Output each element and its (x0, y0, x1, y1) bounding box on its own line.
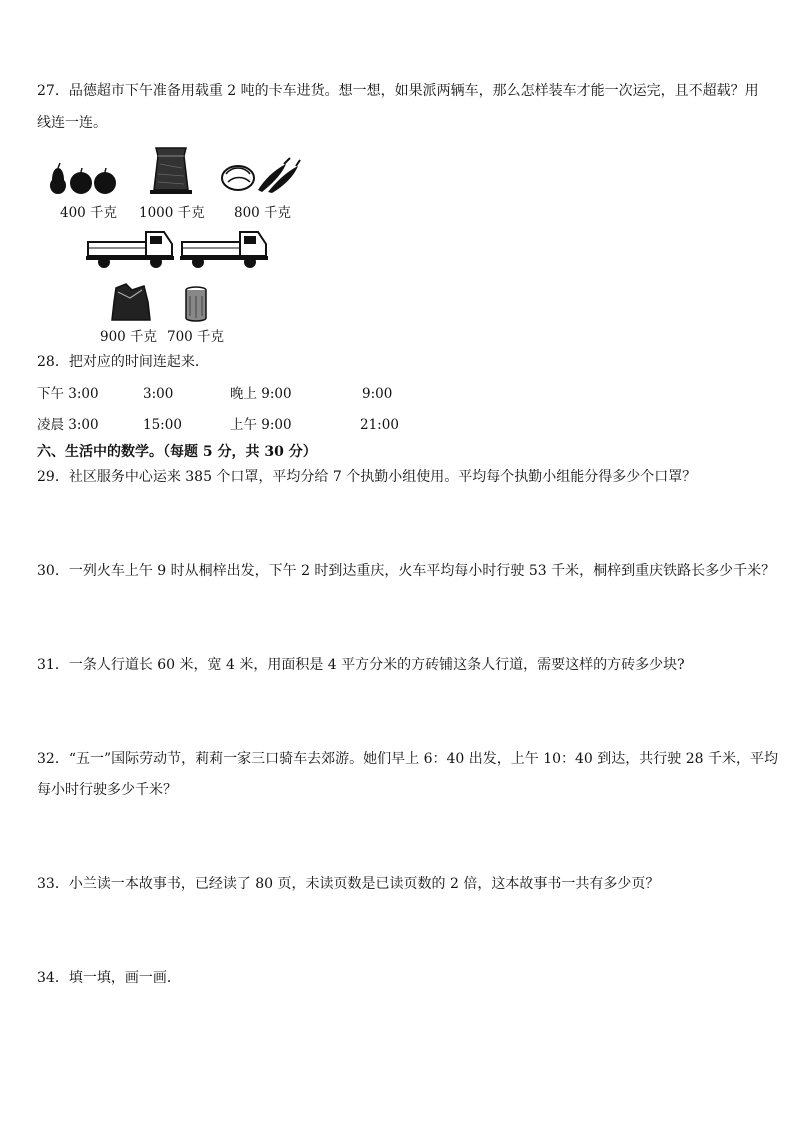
question-31: 31．一条人行道长 60 米，宽 4 米，用面积是 4 平方分米的方砖铺这条人行道，需要这样的方砖多少块? (37, 657, 685, 673)
time-cell: 下午 3:00 (37, 386, 99, 402)
question-32-line1: 32．“五一”国际劳动节，莉莉一家三口骑车去郊游。她们早上 6：40 出发，上午 10：40 到达，共行驶 28 千米，平均 (37, 751, 778, 767)
goods-label-fruit: 400 千克 (60, 205, 118, 221)
vegetables-image (220, 156, 302, 194)
q27-line1: 27．品德超市下午准备用载重 2 吨的卡车进货。想一想，如果派两辆车，那么怎样装车才能一次运完，且不超载？用 (37, 83, 759, 99)
question-34: 34．填一填，画一画． (37, 970, 181, 986)
time-cell: 上午 9:00 (230, 417, 292, 433)
section-heading: 六、生活中的数学。（每题 5 分，共 30 分） (37, 444, 317, 460)
goods-label-bag: 900 千克 (100, 329, 158, 345)
time-cell: 晚上 9:00 (230, 386, 292, 402)
question-33: 33．小兰读一本故事书，已经读了 80 页，未读页数是已读页数的 2 倍，这本故事书一共有多少页？ (37, 876, 660, 892)
time-cell: 15:00 (143, 417, 182, 433)
goods-label-barrel: 700 千克 (167, 329, 225, 345)
q28-title: 28．把对应的时间连起来． (37, 354, 209, 370)
time-cell: 凌晨 3:00 (37, 417, 99, 433)
time-cell: 9:00 (362, 386, 393, 402)
question-32-line2: 每小时行驶多少千米？ (37, 782, 177, 798)
time-cell: 3:00 (143, 386, 174, 402)
question-29: 29．社区服务中心运来 385 个口罩，平均分给 7 个执勤小组使用。平均每个执勤小组能分得多少个口罩？ (37, 469, 697, 485)
truck-icon (86, 228, 174, 270)
q27-line2: 线连一连。 (37, 115, 107, 131)
bag-image (108, 282, 152, 322)
fruit-image (48, 162, 120, 196)
truck-icon (180, 228, 268, 270)
sack-image (148, 146, 194, 196)
goods-label-vegetables: 800 千克 (234, 205, 292, 221)
question-30: 30．一列火车上午 9 时从桐梓出发，下午 2 时到达重庆，火车平均每小时行驶 53 千米，桐梓到重庆铁路长多少千米？ (37, 563, 776, 579)
goods-label-sack: 1000 千克 (139, 205, 205, 221)
barrel-image (184, 286, 208, 322)
time-cell: 21:00 (360, 417, 399, 433)
